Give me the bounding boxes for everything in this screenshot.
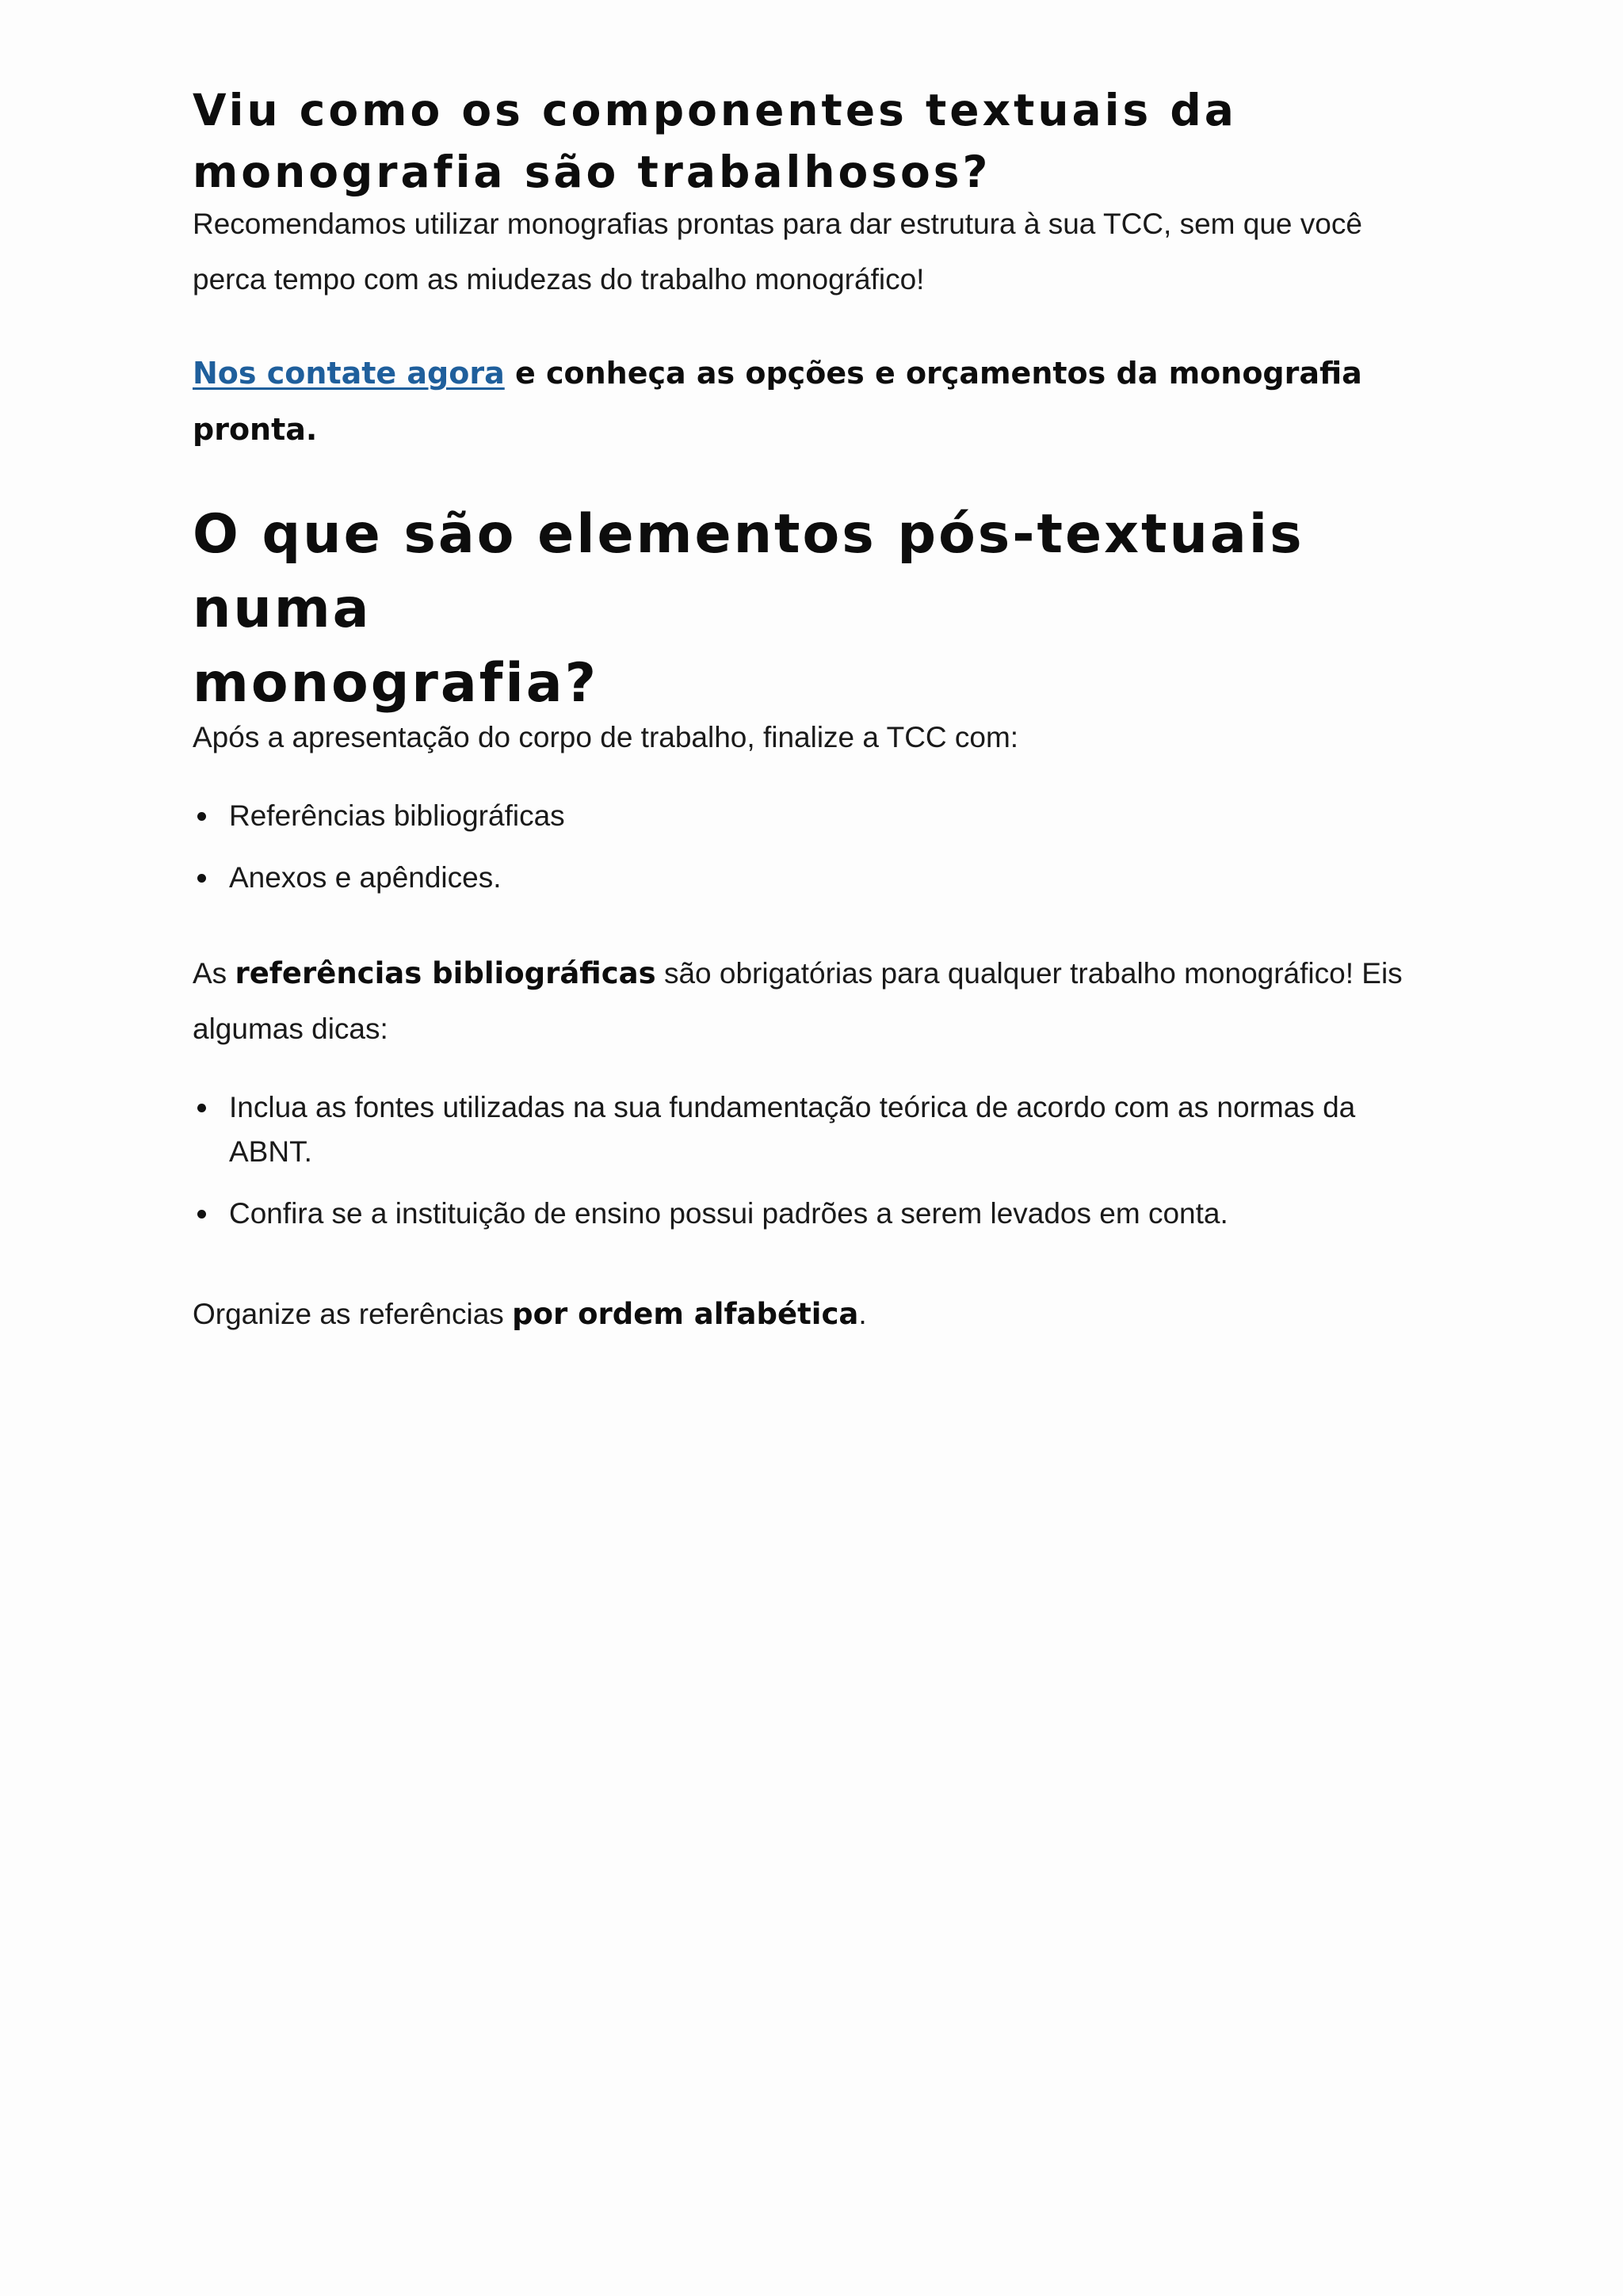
list-item-text: Confira se a instituição de ensino possui padrões a serem levados em conta. bbox=[229, 1197, 1228, 1230]
tips-list bbox=[193, 1085, 1445, 1236]
section-heading bbox=[193, 498, 1445, 721]
heading-line: O que são elementos pós-textuais numa bbox=[193, 503, 1304, 640]
bullet-icon bbox=[197, 1210, 206, 1219]
list-item bbox=[193, 1085, 1413, 1174]
list-item bbox=[193, 1192, 1413, 1236]
cta-paragraph bbox=[193, 345, 1445, 458]
organize-prefix: Organize as referências bbox=[193, 1298, 513, 1330]
organize-suffix: . bbox=[858, 1298, 867, 1330]
postextual-list bbox=[193, 794, 1445, 900]
list-item-text: Referências bibliográficas bbox=[229, 799, 565, 832]
intro-paragraph: Após a apresentação do corpo de trabalho, finalize a TCC com: bbox=[193, 721, 1019, 753]
heading-line: Viu como os componentes textuais da bbox=[193, 85, 1237, 135]
list-item bbox=[193, 794, 1445, 838]
references-bold: referências bibliográficas bbox=[235, 956, 656, 990]
bullet-icon bbox=[197, 812, 206, 821]
list-item-text: Anexos e apêndices. bbox=[229, 861, 502, 894]
bullet-icon bbox=[197, 874, 206, 883]
references-prefix: As bbox=[193, 957, 235, 990]
document-page bbox=[193, 79, 1445, 1342]
heading-line: monografia? bbox=[193, 652, 599, 715]
list-item bbox=[193, 856, 1445, 900]
organize-bold: por ordem alfabética bbox=[512, 1297, 859, 1331]
references-paragraph bbox=[193, 946, 1445, 1057]
contact-link[interactable]: Nos contate agora bbox=[193, 356, 505, 391]
list-item-text: Inclua as fontes utilizadas na sua fundamentação teórica de acordo com as normas da ABNT. bbox=[229, 1091, 1356, 1168]
section-heading bbox=[193, 79, 1445, 203]
organize-paragraph bbox=[193, 1287, 1445, 1342]
cta-text: e conheça as opções e orçamentos da monografia pronta. bbox=[193, 356, 1362, 447]
bullet-icon bbox=[197, 1104, 206, 1112]
heading-line: monografia são trabalhosos? bbox=[193, 147, 991, 197]
intro-paragraph: Recomendamos utilizar monografias prontas para dar estrutura à sua TCC, sem que você perca tempo com as miudezas do trabalho monográfico! bbox=[193, 208, 1362, 296]
references-suffix: são obrigatórias para qualquer trabalho monográfico! Eis algumas dicas: bbox=[193, 957, 1403, 1045]
